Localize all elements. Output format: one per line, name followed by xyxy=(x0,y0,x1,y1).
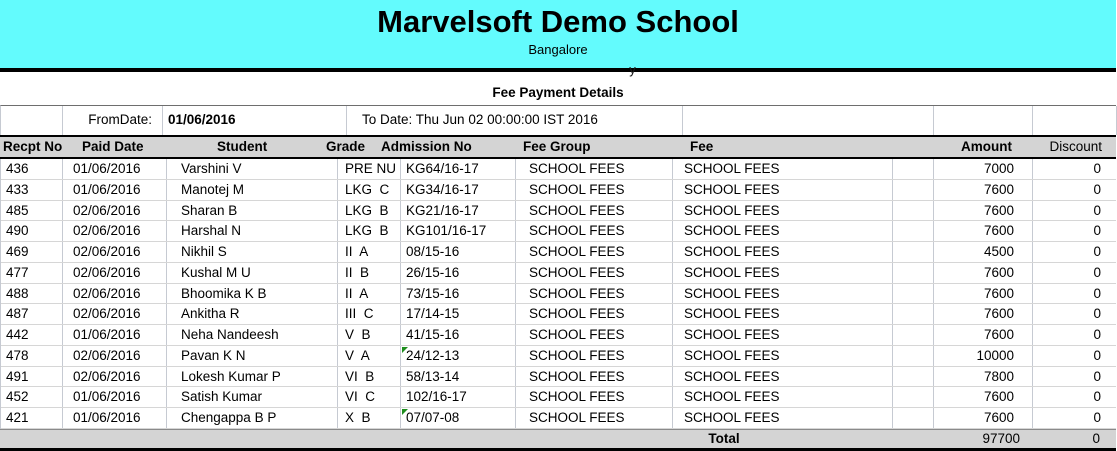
cell-amount: 10000 xyxy=(934,346,1033,366)
cell-fee: SCHOOL FEES xyxy=(673,387,893,407)
cell-fee: SCHOOL FEES xyxy=(673,304,893,324)
cell-grade: II A xyxy=(338,242,401,262)
cell-discount: 0 xyxy=(1093,264,1101,280)
cell-spacer xyxy=(893,284,934,304)
cell-grade: VI C xyxy=(338,387,401,407)
date-range-row xyxy=(0,105,1116,135)
cell-paid: 02/06/2016 xyxy=(63,242,167,262)
cell-fee-group: SCHOOL FEES xyxy=(516,221,673,241)
cell-amount: 7600 xyxy=(934,387,1033,407)
cell-student: Harshal N xyxy=(167,221,338,241)
cell-fee: SCHOOL FEES xyxy=(673,263,893,283)
cell-discount: 0 xyxy=(1093,327,1101,343)
cell-grade: II A xyxy=(338,284,401,304)
cell-recpt: 490 xyxy=(1,221,63,241)
header-fee-group: Fee Group xyxy=(523,139,591,154)
cell-fee: SCHOOL FEES xyxy=(673,325,893,345)
cell-amount: 7000 xyxy=(934,159,1033,179)
cell-discount: 0 xyxy=(1093,181,1101,197)
cell-fee-group: SCHOOL FEES xyxy=(516,284,673,304)
cell-admission: 08/15-16 xyxy=(401,242,516,262)
table-header-row xyxy=(0,137,1116,157)
cell-student: Ankitha R xyxy=(167,304,338,324)
cell-admission: 17/14-15 xyxy=(401,304,516,324)
cell-amount: 7800 xyxy=(934,367,1033,387)
cell-spacer xyxy=(893,304,934,324)
cell-recpt: 485 xyxy=(1,201,63,221)
cell-grade: VI B xyxy=(338,367,401,387)
cell-paid: 02/06/2016 xyxy=(63,284,167,304)
cell-paid: 02/06/2016 xyxy=(63,201,167,221)
table-row xyxy=(1,159,1116,180)
cell-amount: 7600 xyxy=(934,304,1033,324)
cell-grade: V A xyxy=(338,346,401,366)
cell-recpt: 469 xyxy=(1,242,63,262)
cell-fee: SCHOOL FEES xyxy=(673,346,893,366)
header-paid-date: Paid Date xyxy=(82,139,144,154)
cell-student: Bhoomika K B xyxy=(167,284,338,304)
cell-admission: KG34/16-17 xyxy=(401,180,516,200)
cell-admission: 41/15-16 xyxy=(401,325,516,345)
cell-amount: 7600 xyxy=(934,263,1033,283)
cell-spacer xyxy=(893,159,934,179)
table-row xyxy=(1,304,1116,325)
header-admission-no: Admission No xyxy=(381,139,472,154)
cell-student: Lokesh Kumar P xyxy=(167,367,338,387)
cell-amount: 7600 xyxy=(934,325,1033,345)
total-row xyxy=(0,429,1116,448)
to-date-value: To Date: Thu Jun 02 00:00:00 IST 2016 xyxy=(347,106,683,135)
cell-student: Sharan B xyxy=(167,201,338,221)
cell-fee-group: SCHOOL FEES xyxy=(516,242,673,262)
cell-fee: SCHOOL FEES xyxy=(673,159,893,179)
school-header-banner xyxy=(0,0,1116,68)
cell-grade: V B xyxy=(338,325,401,345)
cell-grade: III C xyxy=(338,304,401,324)
cell-recpt: 477 xyxy=(1,263,63,283)
table-row xyxy=(1,284,1116,305)
cell-recpt: 491 xyxy=(1,367,63,387)
cell-paid: 02/06/2016 xyxy=(63,367,167,387)
date-row-empty-cell xyxy=(1033,106,1117,135)
header-fee: Fee xyxy=(690,139,714,154)
cell-student: Varshini V xyxy=(167,159,338,179)
cell-admission: 26/15-16 xyxy=(401,263,516,283)
table-body xyxy=(0,159,1116,429)
cell-spacer xyxy=(893,408,934,428)
cell-student: Satish Kumar xyxy=(167,387,338,407)
cell-recpt: 442 xyxy=(1,325,63,345)
cell-student: Manotej M xyxy=(167,180,338,200)
total-amount-value: 97700 xyxy=(982,430,1020,446)
cell-discount: 0 xyxy=(1093,244,1101,260)
cell-student: Kushal M U xyxy=(167,263,338,283)
cell-fee-group: SCHOOL FEES xyxy=(516,408,673,428)
cell-discount: 0 xyxy=(1093,347,1101,363)
cell-fee-group: SCHOOL FEES xyxy=(516,201,673,221)
date-row-empty-cell xyxy=(934,106,1033,135)
report-subtitle-band xyxy=(0,62,1116,105)
cell-grade: X B xyxy=(338,408,401,428)
cell-recpt: 433 xyxy=(1,180,63,200)
table-row xyxy=(1,387,1116,408)
cell-recpt: 478 xyxy=(1,346,63,366)
cell-grade: LKG C xyxy=(338,180,401,200)
total-discount-value: 0 xyxy=(1092,430,1100,446)
cell-spacer xyxy=(893,367,934,387)
date-row-empty-cell xyxy=(683,106,934,135)
cell-fee-group: SCHOOL FEES xyxy=(516,180,673,200)
cell-amount: 7600 xyxy=(934,284,1033,304)
cell-error-flag-icon xyxy=(402,409,408,415)
cell-admission: 73/15-16 xyxy=(401,284,516,304)
cell-discount: 0 xyxy=(1093,285,1101,301)
cell-spacer xyxy=(893,201,934,221)
cell-fee: SCHOOL FEES xyxy=(673,367,893,387)
cell-discount: 0 xyxy=(1093,161,1101,176)
header-amount: Amount xyxy=(961,139,1012,154)
cell-admission: KG21/16-17 xyxy=(401,201,516,221)
cell-paid: 02/06/2016 xyxy=(63,263,167,283)
cell-fee-group: SCHOOL FEES xyxy=(516,263,673,283)
cell-discount: 0 xyxy=(1093,410,1101,426)
header-grade: Grade xyxy=(326,139,366,154)
cell-amount: 7600 xyxy=(934,221,1033,241)
cell-fee: SCHOOL FEES xyxy=(673,408,893,428)
cell-fee-group: SCHOOL FEES xyxy=(516,387,673,407)
total-label: Total xyxy=(708,430,740,446)
cell-discount: 0 xyxy=(1093,223,1101,239)
from-date-label: FromDate: xyxy=(63,106,163,135)
cell-fee: SCHOOL FEES xyxy=(673,242,893,262)
date-row-empty-cell xyxy=(1,106,63,135)
cell-spacer xyxy=(893,242,934,262)
cell-paid: 01/06/2016 xyxy=(63,325,167,345)
from-date-value: 01/06/2016 xyxy=(163,106,347,135)
school-city-subtitle: Bangalore xyxy=(528,42,588,57)
cell-fee: SCHOOL FEES xyxy=(673,284,893,304)
cell-admission: 07/07-08 xyxy=(401,408,516,428)
table-row xyxy=(1,180,1116,201)
report-title: Fee Payment Details xyxy=(492,85,624,100)
cell-spacer xyxy=(893,325,934,345)
cell-amount: 7600 xyxy=(934,408,1033,428)
cell-recpt: 452 xyxy=(1,387,63,407)
header-discount: Discount xyxy=(1049,139,1102,154)
cell-student: Chengappa B P xyxy=(167,408,338,428)
total-row-empty-cell xyxy=(0,430,515,448)
cell-grade: II B xyxy=(338,263,401,283)
cell-admission: KG64/16-17 xyxy=(401,159,516,179)
cell-discount: 0 xyxy=(1093,368,1101,384)
cell-spacer xyxy=(893,221,934,241)
cell-paid: 01/06/2016 xyxy=(63,408,167,428)
cell-spacer xyxy=(893,387,934,407)
school-name-title: Marvelsoft Demo School xyxy=(377,4,739,39)
table-row xyxy=(1,263,1116,284)
cell-fee-group: SCHOOL FEES xyxy=(516,367,673,387)
cell-error-flag-icon xyxy=(402,347,408,353)
cell-fee: SCHOOL FEES xyxy=(673,221,893,241)
cell-fee-group: SCHOOL FEES xyxy=(516,159,673,179)
table-row xyxy=(1,325,1116,346)
cell-fee: SCHOOL FEES xyxy=(673,180,893,200)
cell-recpt: 487 xyxy=(1,304,63,324)
cell-paid: 01/06/2016 xyxy=(63,387,167,407)
cell-spacer xyxy=(893,263,934,283)
cell-recpt: 421 xyxy=(1,408,63,428)
cell-paid: 01/06/2016 xyxy=(63,180,167,200)
cell-admission: 24/12-13 xyxy=(401,346,516,366)
table-row xyxy=(1,367,1116,388)
cell-grade: LKG B xyxy=(338,221,401,241)
cell-recpt: 436 xyxy=(1,159,63,179)
cell-student: Nikhil S xyxy=(167,242,338,262)
cell-spacer xyxy=(893,180,934,200)
cell-fee-group: SCHOOL FEES xyxy=(516,346,673,366)
cell-grade: LKG B xyxy=(338,201,401,221)
cell-paid: 01/06/2016 xyxy=(63,159,167,179)
cell-admission: 58/13-14 xyxy=(401,367,516,387)
cell-discount: 0 xyxy=(1093,389,1101,405)
cell-paid: 02/06/2016 xyxy=(63,346,167,366)
table-row xyxy=(1,221,1116,242)
header-student: Student xyxy=(217,139,268,154)
table-row xyxy=(1,242,1116,263)
cell-discount: 0 xyxy=(1093,202,1101,218)
cell-spacer xyxy=(893,346,934,366)
cell-admission: KG101/16-17 xyxy=(401,221,516,241)
cell-fee-group: SCHOOL FEES xyxy=(516,304,673,324)
header-recpt-no: Recpt No xyxy=(3,139,63,154)
cell-student: Pavan K N xyxy=(167,346,338,366)
clipped-text-artifact: y xyxy=(629,62,636,77)
cell-paid: 02/06/2016 xyxy=(63,304,167,324)
cell-fee-group: SCHOOL FEES xyxy=(516,325,673,345)
cell-recpt: 488 xyxy=(1,284,63,304)
cell-amount: 7600 xyxy=(934,180,1033,200)
cell-grade: PRE NU xyxy=(338,159,401,179)
cell-fee: SCHOOL FEES xyxy=(673,201,893,221)
cell-paid: 02/06/2016 xyxy=(63,221,167,241)
cell-student: Neha Nandeesh xyxy=(167,325,338,345)
cell-admission: 102/16-17 xyxy=(401,387,516,407)
cell-amount: 7600 xyxy=(934,201,1033,221)
table-row xyxy=(1,346,1116,367)
table-row xyxy=(1,201,1116,222)
cell-discount: 0 xyxy=(1093,306,1101,322)
cell-amount: 4500 xyxy=(934,242,1033,262)
table-row xyxy=(1,408,1116,429)
